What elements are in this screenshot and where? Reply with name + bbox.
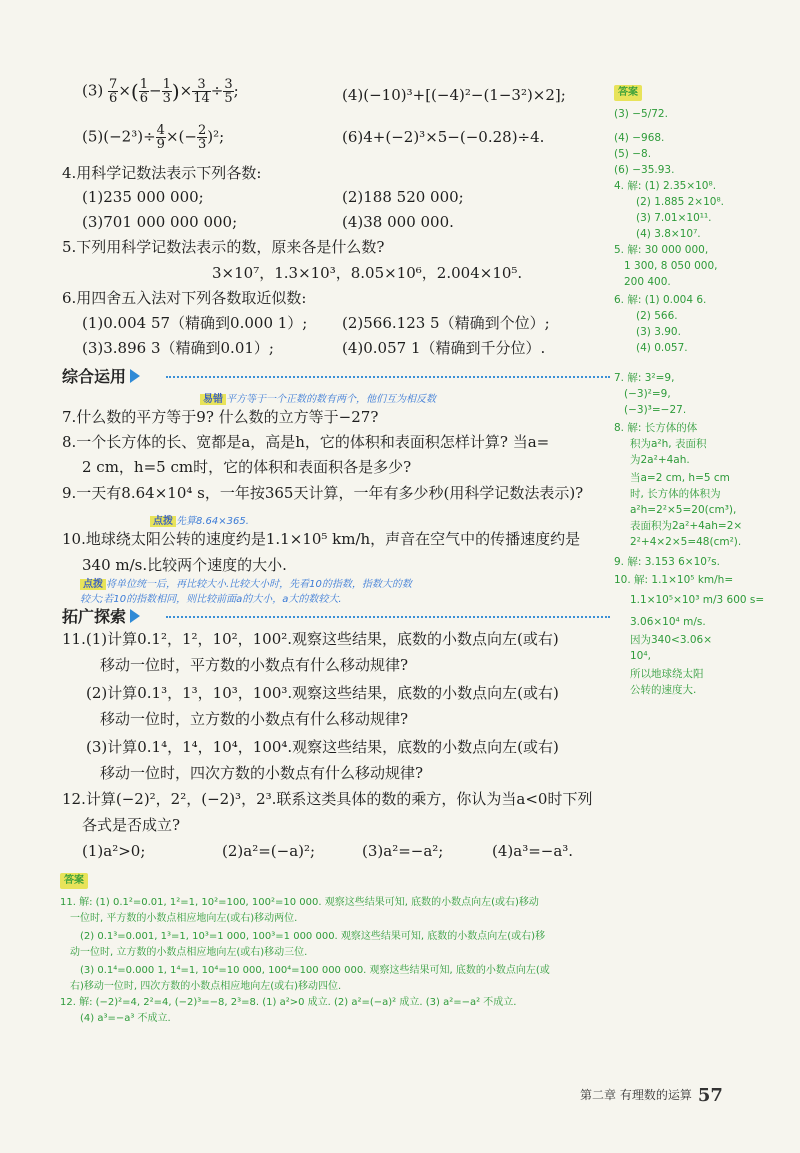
side-answer-line: 4. 解: (1) 2.35×10⁸. <box>614 180 717 192</box>
arrow-icon <box>130 369 140 383</box>
question-11-2-line2: 移动一位时，立方数的小数点有什么移动规律? <box>100 710 409 728</box>
chapter-title: 第二章 有理数的运算 <box>580 1088 692 1102</box>
question-7: 7.什么数的平方等于9? 什么数的立方等于−27? <box>62 408 379 426</box>
question-9: 9.一天有8.64×10⁴ s，一年按365天计算，一年有多少秒(用科学记数法表示)? <box>62 484 584 502</box>
question-4: 4.用科学记数法表示下列各数: <box>62 164 262 182</box>
bottom-answer-line: (2) 0.1³=0.001, 1³=1, 10³=1 000, 100³=1 000 000. 观察这些结果可知, 底数的小数点向左(或右)移 <box>80 931 546 942</box>
side-answer-line: a²h=2²×5=20(cm³), <box>630 504 737 516</box>
side-answer-line: 为2a²+4ah. <box>630 454 690 466</box>
side-answer-line: (6) −35.93. <box>614 164 675 176</box>
side-answer-line: 8. 解: 长方体的体 <box>614 422 698 434</box>
side-answer-line: 3.06×10⁴ m/s. <box>630 616 706 628</box>
question-4-1: (1)235 000 000; <box>82 188 204 206</box>
side-answer-line: 9. 解: 3.153 6×10⁷s. <box>614 556 720 568</box>
side-answer-line: 当a=2 cm, h=5 cm <box>630 472 730 484</box>
bottom-answer-line: (4) a³=−a³ 不成立. <box>80 1013 171 1024</box>
side-answer-line: 5. 解: 30 000 000, <box>614 244 709 256</box>
section-heading-comprehensive: 综合运用 <box>62 364 610 388</box>
question-6: 6.用四舍五入法对下列各数取近似数: <box>62 289 307 307</box>
bottom-answer-line: 动一位时, 立方数的小数点相应地向左(或右)移动三位. <box>70 947 308 958</box>
side-answer-line: (2) 566. <box>636 310 678 322</box>
question-10-line2: 340 m/s.比较两个速度的大小. <box>82 556 287 574</box>
hint-7: 易错 平方等于一个正数的数有两个，他们互为相反数 <box>200 390 436 405</box>
side-answer-line: 因为340<3.06× <box>630 634 713 646</box>
side-answer-line: (4) 3.8×10⁷. <box>636 228 701 240</box>
side-answer-line: 表面积为2a²+4ah=2× <box>630 520 743 532</box>
page-footer <box>580 1085 723 1106</box>
side-answer-line: (4) −968. <box>614 132 665 144</box>
hint-9: 点拨 先算8.64×365. <box>150 512 249 527</box>
side-answer-line: 10⁴, <box>630 650 651 662</box>
bottom-answer-line: (3) 0.1⁴=0.000 1, 1⁴=1, 10⁴=10 000, 100⁴=100 000 000. 观察这些结果可知, 底数的小数点向左(或 <box>80 965 550 976</box>
question-8-line2: 2 cm，h=5 cm时，它的体积和表面积各是多少? <box>82 458 412 476</box>
side-answer-line: 所以地球绕太阳 <box>630 668 704 680</box>
arrow-icon <box>130 609 140 623</box>
side-answer-line: 积为a²h, 表面积 <box>630 438 707 450</box>
question-5: 5.下列用科学记数法表示的数，原来各是什么数? <box>62 238 385 256</box>
bottom-answer-line: 右)移动一位时, 四次方数的小数点相应地向左(或右)移动四位. <box>70 981 342 992</box>
side-answer-line: 时, 长方体的体积为 <box>630 488 721 500</box>
question-11-1-line1: 11.(1)计算0.1²，1²，10²，100².观察这些结果，底数的小数点向左(或右) <box>62 630 559 648</box>
question-10-line1: 10.地球绕太阳公转的速度约是1.1×10⁵ km/h，声音在空气中的传播速度约是 <box>62 530 581 548</box>
side-answer-line: (−3)²=9, <box>624 388 671 400</box>
side-answer-line: (3) 7.01×10¹¹. <box>636 212 712 224</box>
side-answer-line: 2²+4×2×5=48(cm²). <box>630 536 742 548</box>
question-12-4: (4)a³=−a³. <box>492 842 574 860</box>
side-answer-line: (3) 3.90. <box>636 326 681 338</box>
side-answer-line: 公转的速度大. <box>630 684 697 696</box>
question-8-line1: 8.一个长方体的长、宽都是a，高是h，它的体积和表面积怎样计算? 当a= <box>62 433 550 451</box>
question-5-numbers: 3×10⁷，1.3×10³，8.05×10⁶，2.004×10⁵. <box>212 264 523 282</box>
side-answer-line: 1.1×10⁵×10³ m/3 600 s= <box>630 594 765 606</box>
question-11-3-line1: (3)计算0.1⁴，1⁴，10⁴，100⁴.观察这些结果，底数的小数点向左(或右) <box>86 738 559 756</box>
bottom-answer-line: 12. 解: (−2)²=4, 2²=4, (−2)³=−8, 2³=8. (1) a²>0 成立. (2) a²=(−a)² 成立. (3) a²=−a² 不成立. <box>60 997 517 1008</box>
side-answer-line: (3) −5/72. <box>614 108 668 120</box>
side-answer-line: 6. 解: (1) 0.004 6. <box>614 294 707 306</box>
problem-3-6: (6)4+(−2)³×5−(−0.28)÷4. <box>342 128 545 146</box>
side-answer-line: (5) −8. <box>614 148 652 160</box>
question-4-3: (3)701 000 000 000; <box>82 213 238 231</box>
bottom-answer-line: 一位时, 平方数的小数点相应地向左(或右)移动两位. <box>70 913 298 924</box>
problem-3-3: (3) $\frac{7}{6}$ ×( $\frac{1}{6}$ − $\frac{1}{3}$ )× $\frac{3}{14}$ ÷ $\frac{3}{5}$ ; <box>82 77 239 106</box>
problem-3-4: (4)(−10)³+[(−4)²−(1−3²)×2]; <box>342 86 566 104</box>
page-number: 57 <box>697 1085 723 1106</box>
question-6-1: (1)0.004 57（精确到0.000 1）; <box>82 314 308 332</box>
hint-10-line2: 较大;若10的指数相同，则比较前面a的大小，a大的数较大. <box>80 594 342 605</box>
question-12-1: (1)a²>0; <box>82 842 146 860</box>
question-11-1-line2: 移动一位时，平方数的小数点有什么移动规律? <box>100 656 409 674</box>
question-6-4: (4)0.057 1（精确到千分位）. <box>342 339 546 357</box>
question-12-3: (3)a²=−a²; <box>362 842 444 860</box>
question-4-2: (2)188 520 000; <box>342 188 464 206</box>
section-heading-explore: 拓广探索 <box>62 604 610 628</box>
problem-3-5: (5)(−2³)÷ $\frac{4}{9}$ ×(− $\frac{2}{3}$ )²; <box>82 123 225 152</box>
question-12-line2: 各式是否成立? <box>82 816 181 834</box>
side-answer-line: (−3)³=−27. <box>624 404 687 416</box>
side-answer-line: (4) 0.057. <box>636 342 688 354</box>
answer-tag: 答案 <box>60 873 88 889</box>
answer-tag: 答案 <box>614 85 642 101</box>
question-6-2: (2)566.123 5（精确到个位）; <box>342 314 550 332</box>
side-answer-line: 7. 解: 3²=9, <box>614 372 675 384</box>
bottom-answer-line: 11. 解: (1) 0.1²=0.01, 1²=1, 10²=100, 100²=10 000. 观察这些结果可知, 底数的小数点向左(或右)移动 <box>60 897 539 908</box>
side-answer-line: 10. 解: 1.1×10⁵ km/h= <box>614 574 734 586</box>
question-6-3: (3)3.896 3（精确到0.01）; <box>82 339 274 357</box>
question-12-line1: 12.计算(−2)²，2²，(−2)³，2³.联系这类具体的数的乘方，你认为当a<0时下列 <box>62 790 593 808</box>
question-11-2-line1: (2)计算0.1³，1³，10³，100³.观察这些结果，底数的小数点向左(或右) <box>86 684 559 702</box>
side-answer-line: 1 300, 8 050 000, <box>624 260 718 272</box>
side-answer-line: 200 400. <box>624 276 671 288</box>
question-11-3-line2: 移动一位时，四次方数的小数点有什么移动规律? <box>100 764 424 782</box>
question-4-4: (4)38 000 000. <box>342 213 454 231</box>
question-12-2: (2)a²=(−a)²; <box>222 842 316 860</box>
side-answer-line: (2) 1.885 2×10⁸. <box>636 196 724 208</box>
hint-10-line1: 点拨 将单位统一后，再比较大小.比较大小时，先看10的指数，指数大的数 <box>80 575 412 590</box>
